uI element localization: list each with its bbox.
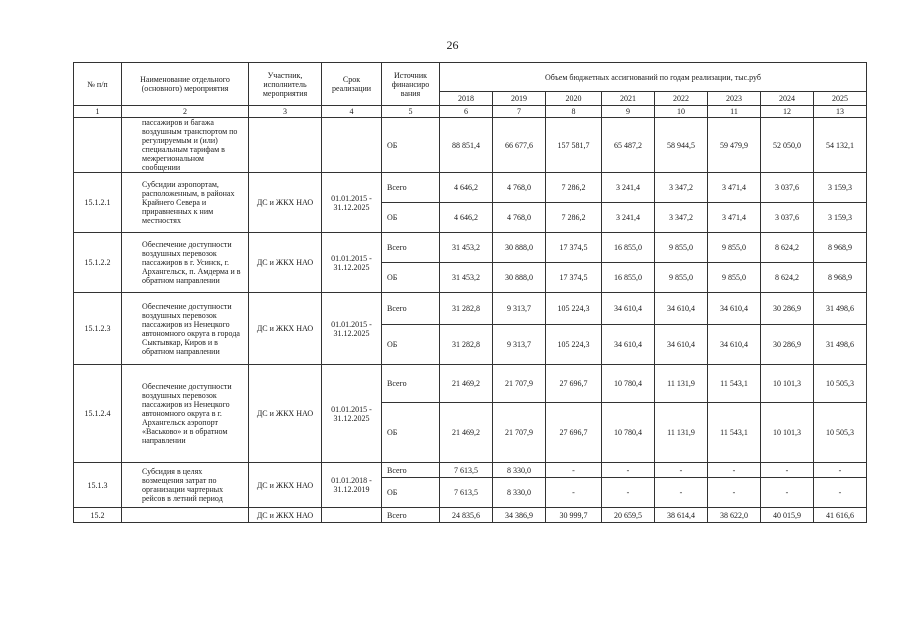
budget-value: 8 330,0 — [493, 463, 546, 478]
budget-value: - — [655, 463, 708, 478]
budget-value: 3 347,2 — [655, 173, 708, 203]
budget-value: 31 498,6 — [814, 325, 867, 365]
term: 01.01.2015 - 31.12.2025 — [322, 365, 382, 463]
term — [322, 508, 382, 523]
budget-value: 17 374,5 — [546, 233, 602, 263]
budget-value: 8 624,2 — [761, 263, 814, 293]
row-number: 15.1.2.4 — [74, 365, 122, 463]
measure-name: Обеспечение доступности воздушных перевозок пассажиров из Ненецкого автономного округа в города Сыктывкар, Киров и в обратном направлении — [122, 293, 249, 365]
measure-name: Обеспечение доступности воздушных перевозок пассажиров в г. Усинск, г. Архангельск, п. Амдерма и в обратном направлении — [122, 233, 249, 293]
table-row — [74, 173, 867, 203]
budget-value: 27 696,7 — [546, 403, 602, 463]
header-year: 2021 — [602, 92, 655, 106]
budget-value: 66 677,6 — [493, 118, 546, 173]
funding-source: Всего — [382, 293, 440, 325]
budget-value: 10 505,3 — [814, 403, 867, 463]
column-number: 5 — [382, 106, 440, 118]
term: 01.01.2015 - 31.12.2025 — [322, 293, 382, 365]
budget-value: 11 131,9 — [655, 403, 708, 463]
column-number: 8 — [546, 106, 602, 118]
budget-value: 30 286,9 — [761, 293, 814, 325]
budget-value: 41 616,6 — [814, 508, 867, 523]
participant: ДС и ЖКХ НАО — [249, 293, 322, 365]
participant: ДС и ЖКХ НАО — [249, 173, 322, 233]
budget-value: 157 581,7 — [546, 118, 602, 173]
budget-value: - — [814, 463, 867, 478]
budget-value: 7 286,2 — [546, 173, 602, 203]
budget-value: 40 015,9 — [761, 508, 814, 523]
budget-value: - — [708, 478, 761, 508]
budget-value: 8 968,9 — [814, 233, 867, 263]
budget-value: 10 505,3 — [814, 365, 867, 403]
budget-value: 9 313,7 — [493, 325, 546, 365]
budget-value: 21 469,2 — [440, 365, 493, 403]
budget-value: 38 614,4 — [655, 508, 708, 523]
column-number: 11 — [708, 106, 761, 118]
budget-value: 9 855,0 — [708, 233, 761, 263]
header-no: № п/п — [74, 63, 122, 106]
budget-value: 31 282,8 — [440, 325, 493, 365]
budget-value: 3 241,4 — [602, 173, 655, 203]
term: 01.01.2015 - 31.12.2025 — [322, 173, 382, 233]
budget-value: 3 037,6 — [761, 173, 814, 203]
budget-value: 10 101,3 — [761, 403, 814, 463]
row-number: 15.1.3 — [74, 463, 122, 508]
header-year: 2020 — [546, 92, 602, 106]
table-row — [74, 118, 867, 173]
budget-value: 34 610,4 — [602, 293, 655, 325]
column-number: 12 — [761, 106, 814, 118]
budget-value: 8 968,9 — [814, 263, 867, 293]
budget-value: 3 159,3 — [814, 173, 867, 203]
budget-value: 7 613,5 — [440, 463, 493, 478]
budget-value: 34 386,9 — [493, 508, 546, 523]
column-number: 3 — [249, 106, 322, 118]
budget-value: 31 282,8 — [440, 293, 493, 325]
budget-value: 34 610,4 — [655, 325, 708, 365]
table-row — [74, 233, 867, 263]
term — [322, 118, 382, 173]
budget-value: 4 768,0 — [493, 173, 546, 203]
budget-value: 8 624,2 — [761, 233, 814, 263]
budget-value: 3 037,6 — [761, 203, 814, 233]
header-year: 2024 — [761, 92, 814, 106]
budget-value: 30 888,0 — [493, 233, 546, 263]
table-row — [74, 508, 867, 523]
column-numbers-row — [74, 106, 867, 118]
budget-value: 4 646,2 — [440, 203, 493, 233]
table-body — [74, 118, 867, 523]
budget-value: 65 487,2 — [602, 118, 655, 173]
budget-value: 3 471,4 — [708, 173, 761, 203]
budget-value: 11 543,1 — [708, 365, 761, 403]
budget-value: 11 543,1 — [708, 403, 761, 463]
header-year: 2023 — [708, 92, 761, 106]
funding-source: ОБ — [382, 325, 440, 365]
budget-value: - — [708, 463, 761, 478]
header-participant: Участник, исполнитель мероприятия — [249, 63, 322, 106]
table-row — [74, 293, 867, 325]
column-number: 6 — [440, 106, 493, 118]
budget-value: 7 286,2 — [546, 203, 602, 233]
budget-value: 34 610,4 — [602, 325, 655, 365]
header-year: 2025 — [814, 92, 867, 106]
header-year: 2022 — [655, 92, 708, 106]
measure-name: Субсидия в целях возмещения затрат по организации чартерных рейсов в летний период — [122, 463, 249, 508]
term: 01.01.2015 - 31.12.2025 — [322, 233, 382, 293]
budget-table — [73, 62, 867, 523]
column-number: 2 — [122, 106, 249, 118]
budget-value: 34 610,4 — [655, 293, 708, 325]
budget-value: 30 888,0 — [493, 263, 546, 293]
funding-source: Всего — [382, 173, 440, 203]
table-row — [74, 463, 867, 478]
column-number: 4 — [322, 106, 382, 118]
budget-value: 88 851,4 — [440, 118, 493, 173]
participant — [249, 118, 322, 173]
budget-value: 27 696,7 — [546, 365, 602, 403]
budget-value: 54 132,1 — [814, 118, 867, 173]
budget-value: 31 453,2 — [440, 263, 493, 293]
column-number: 1 — [74, 106, 122, 118]
header-year: 2019 — [493, 92, 546, 106]
page-number: 26 — [446, 38, 459, 52]
column-number: 7 — [493, 106, 546, 118]
measure-name: Обеспечение доступности воздушных перевозок пассажиров из Ненецкого автономного округа в г. Архангельск аэропорт «Васьково» и в обратном направлении — [122, 365, 249, 463]
budget-value: 52 050,0 — [761, 118, 814, 173]
budget-value: 4 768,0 — [493, 203, 546, 233]
funding-source: Всего — [382, 233, 440, 263]
budget-value: 20 659,5 — [602, 508, 655, 523]
budget-value: 4 646,2 — [440, 173, 493, 203]
budget-value: 105 224,3 — [546, 293, 602, 325]
header-year: 2018 — [440, 92, 493, 106]
column-number: 9 — [602, 106, 655, 118]
funding-source: Всего — [382, 463, 440, 478]
budget-value: 31 498,6 — [814, 293, 867, 325]
participant: ДС и ЖКХ НАО — [249, 233, 322, 293]
participant: ДС и ЖКХ НАО — [249, 365, 322, 463]
row-number — [74, 118, 122, 173]
budget-value: - — [655, 478, 708, 508]
budget-value: 9 313,7 — [493, 293, 546, 325]
budget-value: - — [602, 463, 655, 478]
budget-value: - — [814, 478, 867, 508]
header-term: Срок реализации — [322, 63, 382, 106]
budget-value: 17 374,5 — [546, 263, 602, 293]
budget-value: 21 707,9 — [493, 403, 546, 463]
budget-value: - — [761, 478, 814, 508]
budget-value: 31 453,2 — [440, 233, 493, 263]
budget-value: - — [602, 478, 655, 508]
funding-source: ОБ — [382, 203, 440, 233]
budget-value: 9 855,0 — [655, 233, 708, 263]
header-source: Источник финансиро вания — [382, 63, 440, 106]
budget-value: 30 999,7 — [546, 508, 602, 523]
budget-value: 21 707,9 — [493, 365, 546, 403]
budget-value: 34 610,4 — [708, 325, 761, 365]
budget-value: 10 780,4 — [602, 365, 655, 403]
funding-source: ОБ — [382, 118, 440, 173]
budget-value: 10 101,3 — [761, 365, 814, 403]
column-number: 13 — [814, 106, 867, 118]
budget-value: 3 241,4 — [602, 203, 655, 233]
budget-value: 9 855,0 — [655, 263, 708, 293]
participant: ДС и ЖКХ НАО — [249, 463, 322, 508]
budget-value: 34 610,4 — [708, 293, 761, 325]
budget-value: 10 780,4 — [602, 403, 655, 463]
table-row — [74, 365, 867, 403]
budget-value: 3 471,4 — [708, 203, 761, 233]
budget-value: 3 347,2 — [655, 203, 708, 233]
budget-value: 3 159,3 — [814, 203, 867, 233]
row-number: 15.1.2.1 — [74, 173, 122, 233]
term: 01.01.2018 - 31.12.2019 — [322, 463, 382, 508]
header-budget: Объем бюджетных ассигнований по годам реализации, тыс.руб — [440, 63, 867, 92]
header-name: Наименование отдельного (основного) мероприятия — [122, 63, 249, 106]
measure-name — [122, 508, 249, 523]
measure-name: Субсидии аэропортам, расположенным, в районах Крайнего Севера и приравненных к ним местностях — [122, 173, 249, 233]
row-number: 15.1.2.3 — [74, 293, 122, 365]
budget-value: 8 330,0 — [493, 478, 546, 508]
funding-source: ОБ — [382, 403, 440, 463]
column-number: 10 — [655, 106, 708, 118]
budget-value: 38 622,0 — [708, 508, 761, 523]
funding-source: Всего — [382, 508, 440, 523]
budget-value: 59 479,9 — [708, 118, 761, 173]
funding-source: ОБ — [382, 263, 440, 293]
budget-value: 9 855,0 — [708, 263, 761, 293]
budget-value: - — [546, 478, 602, 508]
row-number: 15.2 — [74, 508, 122, 523]
budget-value: 30 286,9 — [761, 325, 814, 365]
budget-value: 11 131,9 — [655, 365, 708, 403]
budget-value: 7 613,5 — [440, 478, 493, 508]
budget-value: 21 469,2 — [440, 403, 493, 463]
funding-source: ОБ — [382, 478, 440, 508]
budget-value: - — [546, 463, 602, 478]
funding-source: Всего — [382, 365, 440, 403]
budget-value: 24 835,6 — [440, 508, 493, 523]
row-number: 15.1.2.2 — [74, 233, 122, 293]
budget-value: 16 855,0 — [602, 263, 655, 293]
budget-value: 58 944,5 — [655, 118, 708, 173]
participant: ДС и ЖКХ НАО — [249, 508, 322, 523]
measure-name: пассажиров и багажа воздушным транспортом по регулируемым и (или) специальным тарифам в межрегиональном сообщении — [122, 118, 249, 173]
budget-value: 105 224,3 — [546, 325, 602, 365]
budget-value: - — [761, 463, 814, 478]
budget-value: 16 855,0 — [602, 233, 655, 263]
